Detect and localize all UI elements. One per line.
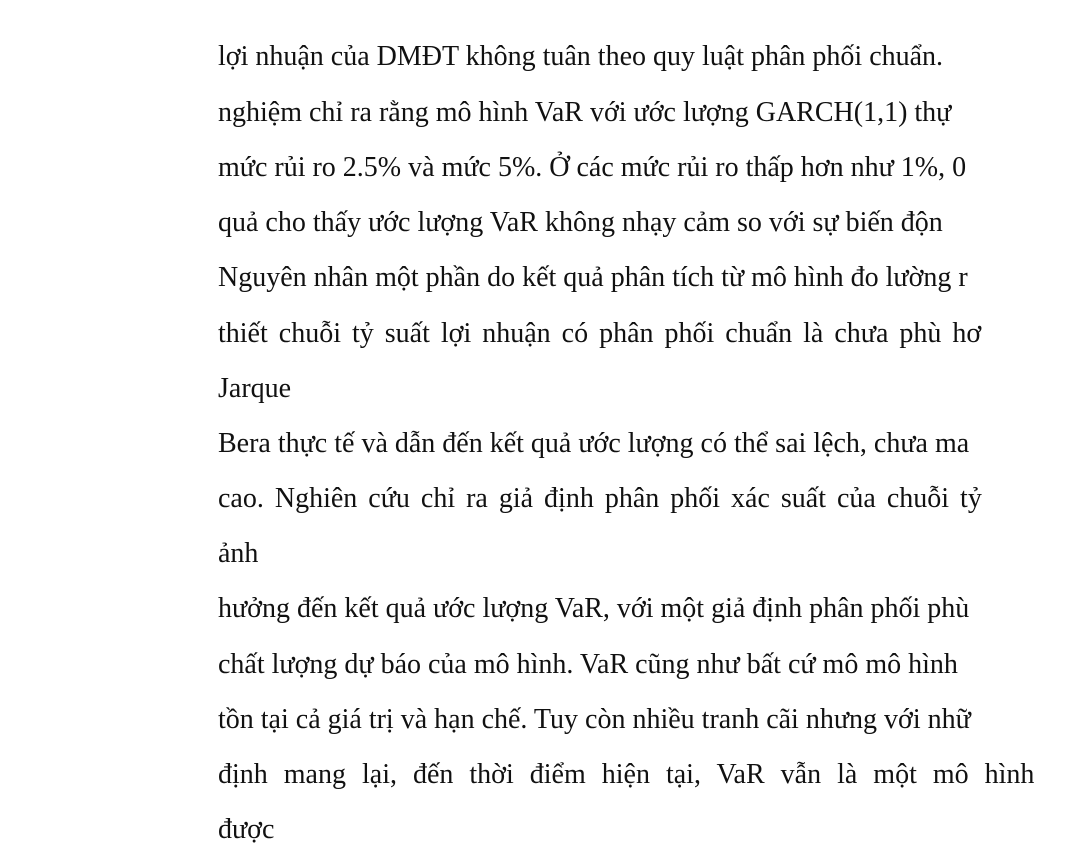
text-line-14: định mang lại, đến thời điểm hiện tại, VaR vẫn là một mô hình — [218, 759, 1035, 790]
text-line-9: cao. Nghiên cứu chỉ ra giả định phân phối xác suất của chuỗi tỷ — [218, 483, 982, 514]
text-line-11: hưởng đến kết quả ước lượng VaR, với một giả định phân phối phù — [218, 593, 970, 624]
text-line-5: Nguyên nhân một phần do kết quả phân tích từ mô hình đo lường r — [218, 262, 968, 293]
text-line-3: mức rủi ro 2.5% và mức 5%. Ở các mức rủi ro thấp hơn như 1%, 0 — [218, 152, 967, 183]
text-line-4: quả cho thấy ước lượng VaR không nhạy cảm so với sự biến độn — [218, 207, 943, 238]
text-line-8: Bera thực tế và dẫn đến kết quả ước lượng có thể sai lệch, chưa ma — [218, 428, 970, 459]
text-line-10: ảnh — [218, 538, 259, 569]
text-line-7: Jarque — [218, 373, 292, 404]
text-line-6: thiết chuỗi tỷ suất lợi nhuận có phân phối chuẩn là chưa phù hơ — [218, 318, 982, 349]
text-line-12: chất lượng dự báo của mô hình. VaR cũng như bất cứ mô mô hình — [218, 649, 958, 680]
text-line-1: lợi nhuận của DMĐT không tuân theo quy luật phân phối chuẩn. — [218, 41, 944, 72]
text-line-2: nghiệm chỉ ra rằng mô hình VaR với ước lượng GARCH(1,1) thự — [218, 97, 952, 128]
text-line-15: được — [218, 814, 275, 844]
text-line-13: tồn tại cả giá trị và hạn chế. Tuy còn nhiều tranh cãi nhưng với nhữ — [218, 704, 971, 735]
